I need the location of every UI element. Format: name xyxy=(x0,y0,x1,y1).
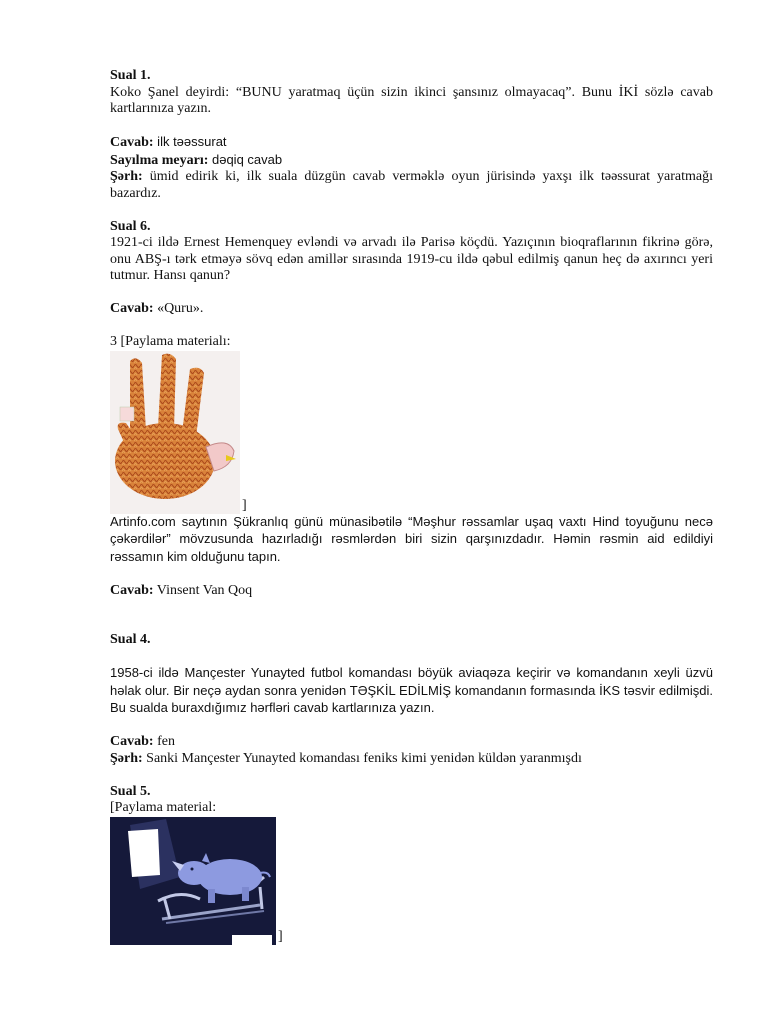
question-6-answer: Cavab: «Quru». xyxy=(110,301,204,316)
question-1-answer: Cavab: ilk təəssurat xyxy=(110,134,227,150)
question-4-comment: Şərh: Sanki Mançester Yunayted komandası feniks kimi yenidən küldən yaranmışdı xyxy=(110,750,582,766)
question-1-criteria: Sayılma meyarı: dəqiq cavab xyxy=(110,151,283,168)
question-1-text: Koko Şanel deyirdi: “BUNU yaratmaq üçün sizin ikinci şansınız olmayacaq”. Bunu İKİ sözlə cavab kartlarınıza yazın. xyxy=(110,84,713,116)
question-1-comment: Şərh: ümid edirik ki, ilk suala düzgün cavab verməklə oyun jürisində yaxşı ilk təəssurat yaratmağı bazardız. xyxy=(110,169,713,201)
question-5-handout-label: [Paylama material: xyxy=(110,800,217,815)
question-5-handout-close: ] xyxy=(278,928,283,944)
question-6-text: 1921-ci ildə Ernest Hemenquey evləndi və arvadı ilə Parisə köçdü. Yazıçının bioqraflarının fikrinə görə, onu ABŞ-ı tərk etməyə sövq edən amillər sırasında 1919-cu ildə qəbul edilmiş qanun heç də axırıncı yeri tutmur. Hansı qanun? xyxy=(110,235,713,283)
question-5-handout xyxy=(110,817,713,945)
question-4-answer: Cavab: fen xyxy=(110,734,175,749)
question-4-title: Sual 4. xyxy=(110,632,151,647)
question-4-text: 1958-ci ildə Mançester Yunayted futbol komandası böyük aviaqəza keçirir və komandanın xeyli üzvü həlak olur. Bir neçə aydan sonra yenidən TƏŞKİL EDİLMİŞ komandanın formasında İKS təsvir edilmişdi. Bu sualda buraxdığımız hərfləri cavab kartlarınıza yazın. xyxy=(110,665,713,715)
question-1-title: Sual 1. xyxy=(110,68,151,83)
question-3-text: Artinfo.com saytının Şükranlıq günü münasibətilə “Məşhur rəssamlar uşaq vaxtı Hind toyuğunu necə çəkərdilər” mövzusunda hazırladığı rəsmlərdən biri sizin qarşınızdadır. Həmin rəsmin aid edildiyi rəssamın kim olduğunu tapın. xyxy=(110,513,713,564)
question-6-title: Sual 6. xyxy=(110,218,151,234)
question-5-title: Sual 5. xyxy=(110,783,151,799)
turkey-hand-drawing-image xyxy=(110,351,240,514)
rhino-treadmill-image xyxy=(110,817,276,945)
question-3-handout xyxy=(110,351,713,514)
question-3-answer: Cavab: Vinsent Van Qoq xyxy=(110,582,253,598)
document-page xyxy=(110,68,713,945)
question-3-handout-label: 3 [Paylama materialı: xyxy=(110,334,231,349)
question-3-handout-close: ] xyxy=(242,497,247,513)
